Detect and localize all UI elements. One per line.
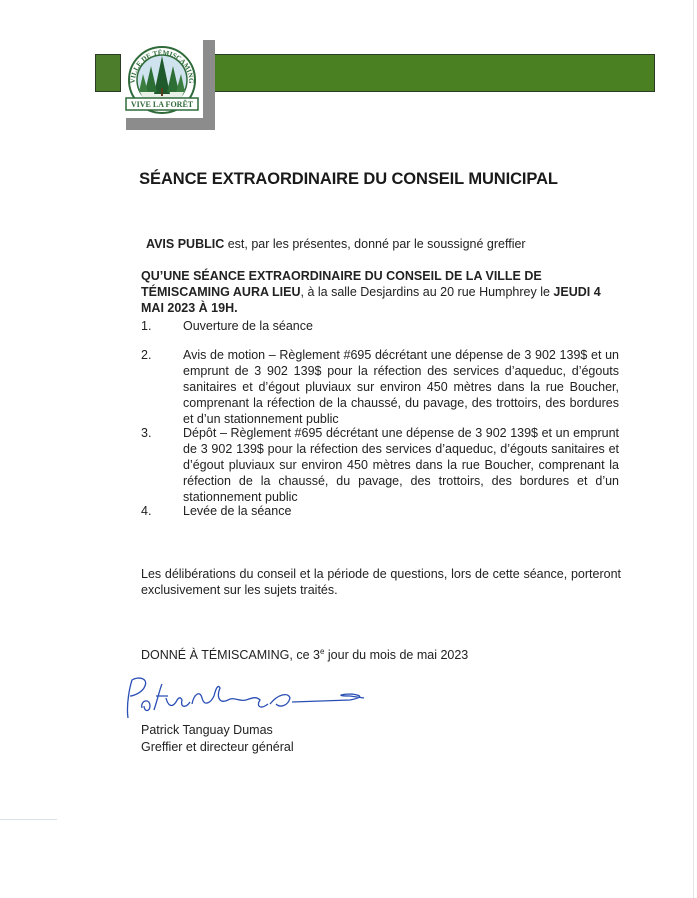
agenda-number: 1. — [141, 319, 152, 333]
header-avis-public-label: AVIS PUBLIC — [484, 117, 606, 138]
intro-text: est, par les présentes, donné par le soussigné greffier — [224, 237, 526, 251]
given-prefix: DONNÉ À TÉMISCAMING, ce 3 — [141, 648, 320, 663]
closing-paragraph: Les délibérations du conseil et la période de questions, lors de cette séance, porteront exclusivement sur les sujets traités. — [141, 567, 621, 597]
logo-frame-vertical — [203, 40, 215, 130]
page-edge-line — [693, 0, 694, 898]
given-superscript: e — [319, 647, 325, 656]
logo-frame-horizontal — [126, 118, 215, 130]
announcement-date: JEUDI 4 MAI 2023 À 19H. — [141, 285, 601, 315]
agenda-number: 2. — [141, 348, 152, 362]
header-green-bar — [203, 54, 655, 138]
agenda-text: Avis de motion – Règlement #695 décrétant une dépense de 3 902 139$ et un emprunt de 3 902 139$ pour la réfection des services d’aqueduc, d’égouts sanitaires et d’égout pluviaux sur environ 450 mètres dans la rue Boucher, comprenant la réfection de la chaussé, du pavage, des trottoirs, des bordures et d’un stationnement public — [183, 348, 619, 426]
temiscaming-logo — [121, 44, 203, 118]
agenda-text: Levée de la séance — [183, 504, 292, 518]
intro-bold: AVIS PUBLIC — [146, 237, 225, 251]
signer-name: Patrick Tanguay Dumas — [141, 723, 273, 737]
agenda-number: 3. — [141, 426, 152, 440]
header-green-block-left — [95, 54, 121, 92]
handwritten-signature — [120, 674, 380, 722]
footer-rule — [0, 819, 57, 820]
logo-banner-text: VIVE LA FORÊT — [130, 100, 194, 109]
agenda-text: Ouverture de la séance — [183, 319, 313, 333]
intro-paragraph — [146, 236, 526, 252]
announcement-text: , à la salle Desjardins au 20 rue Humphrey le — [300, 285, 554, 299]
signer-title: Greffier et directeur général — [141, 740, 294, 754]
announcement-bold-heading: QU’UNE SÉANCE EXTRAORDINAIRE DU CONSEIL DE LA VILLE DE TÉMISCAMING AURA LIEU — [141, 269, 542, 299]
given-line — [141, 644, 468, 663]
logo-arc-text: VILLE DE TÉMISCAMING — [128, 48, 196, 84]
agenda-text: Dépôt – Règlement #695 décrétant une dépense de 3 902 139$ et un emprunt de 3 902 139$ pour la réfection des services d’aqueduc, d’égouts sanitaires et d’égout pluviaux sur environ 450 mètres dans la rue Boucher, comprenant la réfection de la chaussé, du pavage, des trottoirs, des bordures et d’un stationnement public — [183, 426, 619, 504]
page-title: SÉANCE EXTRAORDINAIRE DU CONSEIL MUNICIPAL — [139, 170, 558, 188]
agenda-number: 4. — [141, 504, 152, 518]
given-suffix: jour du mois de mai 2023 — [324, 648, 469, 663]
announcement-paragraph — [141, 268, 621, 316]
